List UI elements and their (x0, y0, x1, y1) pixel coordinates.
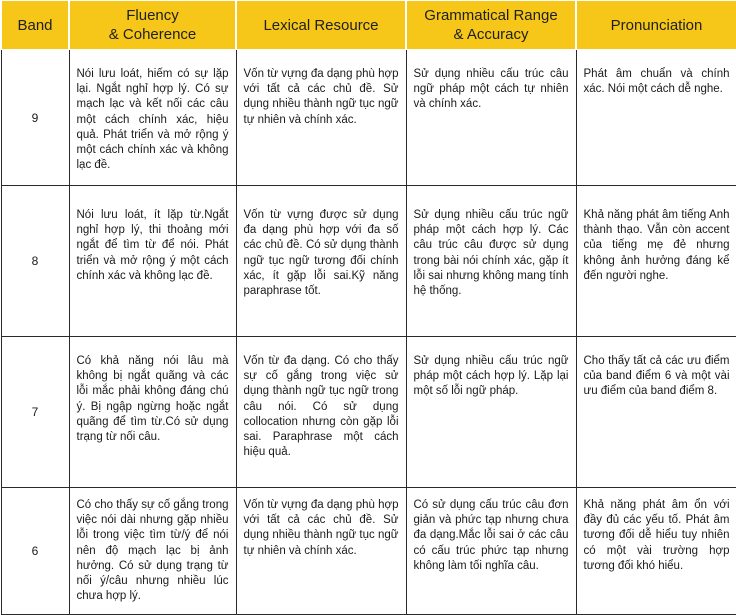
header-grammar (406, 1, 576, 50)
band-score: 7 (1, 337, 69, 488)
grammar-cell (406, 337, 576, 488)
grammar-text: Có sử dụng cấu trúc câu đơn giản và phức tạp nhưng chưa đa dạng.Mắc lỗi sai ở các câu có cấu trúc phức tạp nhưng không làm tối nghĩa câu. (407, 488, 576, 574)
lexical-text: Vốn từ đa dạng. Có cho thấy sự cố gắng trong việc sử dụng thành ngữ tục ngữ trong câu nói. Có sử dụng collocation nhưng còn gặp lỗi sai. Paraphrase một cách hiệu quả. (237, 337, 406, 460)
lexical-text: Vốn từ vựng được sử dụng đa dạng phù hợp với đa số các chủ đề. Có sử dụng thành ngữ tục ngữ tương đối chính xác, ít gặp lỗi sai.Kỹ năng paraphrase tốt. (237, 186, 406, 299)
pronunciation-text: Cho thấy tất cả các ưu điểm của band điểm 6 và một vài ưu điểm của band điểm 8. (577, 337, 736, 400)
band-score: 8 (1, 186, 69, 337)
pronunciation-text: Khả năng phát âm ổn với đầy đủ các yếu tố. Phát âm tương đối dễ hiểu tuy nhiên có một vài trường hợp tương đối khó hiểu. (577, 488, 736, 574)
grammar-text: Sử dụng nhiều cấu trúc câu ngữ pháp một cách tự nhiên và chính xác. (407, 50, 576, 113)
header-band-label: Band (17, 17, 52, 34)
lexical-cell (236, 337, 406, 488)
pronunciation-cell (576, 50, 736, 186)
grammar-cell (406, 186, 576, 337)
fluency-text: Có khả năng nói lâu mà không bị ngắt quãng và các lỗi mắc phải không đáng chú ý. Bị ngập ngừng hoặc ngắt quãng để tìm từ.Có sử dụng trạng từ nối câu. (70, 337, 236, 445)
lexical-text: Vốn từ vựng đa dạng phù hợp với tất cả các chủ đề. Sử dụng nhiều thành ngữ tục ngữ tự nhiên và chính xác. (237, 488, 406, 559)
header-fluency (69, 1, 236, 50)
fluency-cell (69, 186, 236, 337)
header-fluency-line2: & Coherence (76, 25, 229, 44)
lexical-cell (236, 488, 406, 615)
fluency-cell (69, 50, 236, 186)
header-row (1, 1, 736, 50)
table-row (1, 488, 736, 615)
grammar-cell (406, 50, 576, 186)
pronunciation-cell (576, 337, 736, 488)
table-row (1, 337, 736, 488)
header-grammar-line2: & Accuracy (413, 25, 569, 44)
header-lexical (236, 1, 406, 50)
pronunciation-cell (576, 488, 736, 615)
fluency-text: Có cho thấy sự cố gắng trong việc nói dài nhưng gặp nhiều lỗi trong việc tìm từ/ý để nói nên độ mạch lạc bị ảnh hưởng. Có sử dụng trạng từ nối ý/câu nhưng nhiều lúc chưa hợp lý. (70, 488, 236, 604)
pronunciation-cell (576, 186, 736, 337)
fluency-text: Nói lưu loát, hiếm có sự lặp lại. Ngắt nghỉ hợp lý. Có sự mạch lạc và kết nối các câu một cách chính xác, hiệu quả. Phát triển và mở rộng ý một cách chính xác và không lạc đề. (70, 50, 236, 173)
grammar-text: Sử dụng nhiều cấu trúc ngữ pháp một cách hợp lý. Các câu trúc câu được sử dụng trong bài nói chính xác, gặp ít lỗi sai nhưng không mang tính hệ thống. (407, 186, 576, 299)
header-lexical-label: Lexical Resource (263, 17, 378, 34)
pronunciation-text: Phát âm chuẩn và chính xác. Nói một cách dễ nghe. (577, 50, 736, 97)
lexical-cell (236, 186, 406, 337)
table-row (1, 50, 736, 186)
grammar-cell (406, 488, 576, 615)
fluency-cell (69, 337, 236, 488)
fluency-text: Nói lưu loát, ít lặp từ.Ngắt nghỉ hợp lý, thi thoảng mới ngắt để tìm từ để nói. Phát triển và mở rộng ý một cách chính xác và không lạc đề. (70, 186, 236, 284)
header-grammar-line1: Grammatical Range (413, 6, 569, 25)
header-band (1, 1, 69, 50)
fluency-cell (69, 488, 236, 615)
header-fluency-line1: Fluency (76, 6, 229, 25)
header-pronunciation-label: Pronunciation (611, 17, 703, 34)
table-row (1, 186, 736, 337)
header-pronunciation (576, 1, 736, 50)
pronunciation-text: Khả năng phát âm tiếng Anh thành thạo. Vẫn còn accent của tiếng mẹ đẻ nhưng không ảnh hưởng đáng kể đến người nghe. (577, 186, 736, 284)
lexical-cell (236, 50, 406, 186)
band-score: 6 (1, 488, 69, 615)
lexical-text: Vốn từ vựng đa dạng phù hợp với tất cả các chủ đề. Sử dụng nhiều thành ngữ tục ngữ tự nhiên và chính xác. (237, 50, 406, 128)
band-score: 9 (1, 50, 69, 186)
grammar-text: Sử dụng nhiều cấu trúc ngữ pháp một cách hợp lý. Lặp lại một số lỗi ngữ pháp. (407, 337, 576, 400)
